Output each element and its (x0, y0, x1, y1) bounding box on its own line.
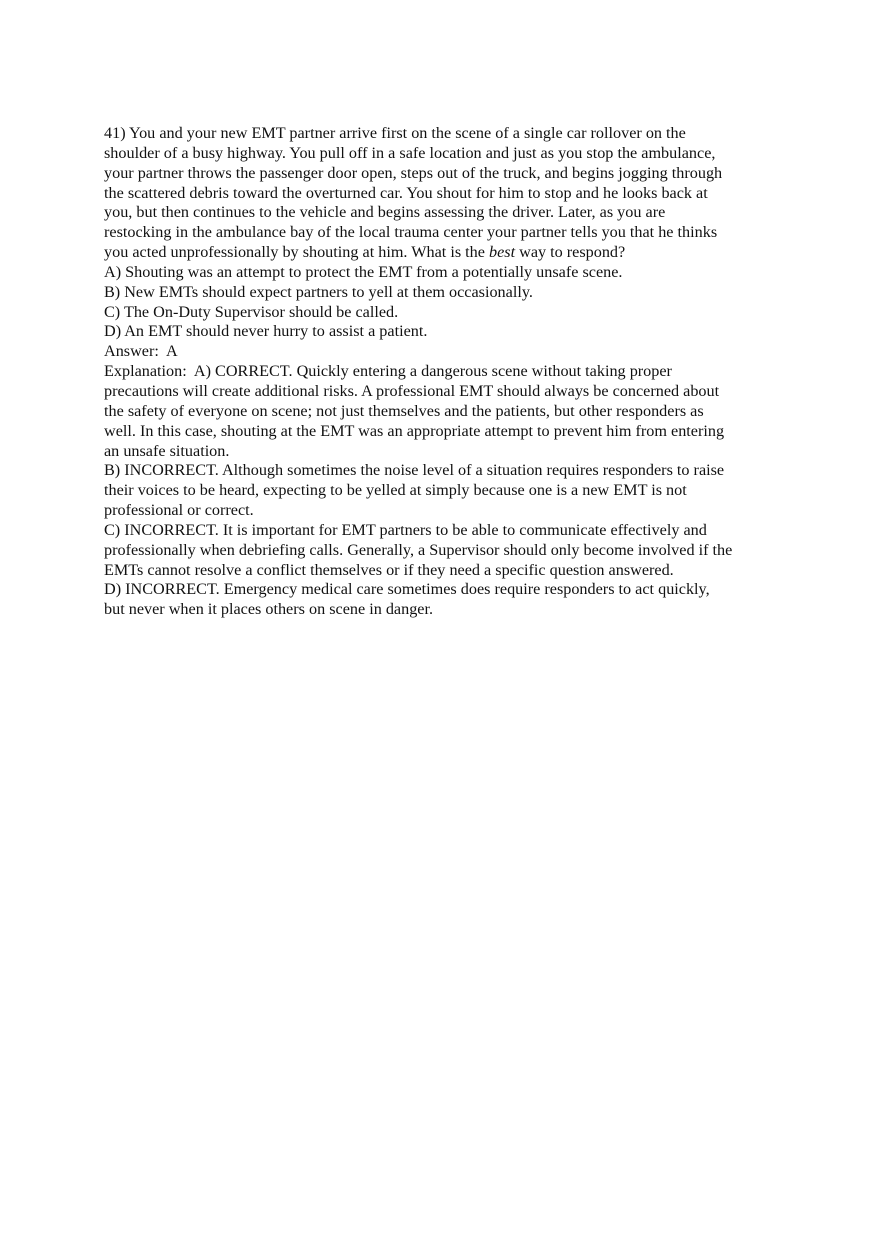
explanation-line: C) INCORRECT. It is important for EMT partners to be able to communicate effectively and (104, 520, 707, 539)
explanation (104, 362, 784, 620)
document-page (104, 124, 784, 620)
explanation-line: but never when it places others on scene in danger. (104, 600, 434, 619)
question-line: shoulder of a busy highway. You pull off in a safe location and just as you stop the ambulance, (104, 143, 716, 162)
answer-key: Answer: A (104, 342, 178, 361)
explanation-line: EMTs cannot resolve a conflict themselves or if they need a specific question answered. (104, 560, 674, 579)
explanation-line: B) INCORRECT. Although sometimes the noise level of a situation requires responders to raise (104, 461, 725, 480)
option-d: D) An EMT should never hurry to assist a patient. (104, 322, 428, 341)
explanation-line: Explanation: A) CORRECT. Quickly entering a dangerous scene without taking proper (104, 362, 672, 381)
question-line-last (104, 243, 784, 263)
option-b: B) New EMTs should expect partners to yell at them occasionally. (104, 282, 533, 301)
question-line: the scattered debris toward the overturned car. You shout for him to stop and he looks back at (104, 183, 708, 202)
explanation-line: well. In this case, shouting at the EMT was an appropriate attempt to prevent him from entering (104, 421, 725, 440)
question-emphasis: best (489, 243, 516, 262)
explanation-line: D) INCORRECT. Emergency medical care sometimes does require responders to act quickly, (104, 580, 710, 599)
question-line: 41) You and your new EMT partner arrive first on the scene of a single car rollover on the (104, 124, 686, 142)
explanation-line: the safety of everyone on scene; not just themselves and the patients, but other responders as (104, 401, 704, 420)
explanation-line: professional or correct. (104, 501, 254, 520)
question-line: restocking in the ambulance bay of the local trauma center your partner tells you that he thinks (104, 223, 718, 242)
question-line: your partner throws the passenger door open, steps out of the truck, and begins jogging through (104, 163, 723, 182)
explanation-line: their voices to be heard, expecting to be yelled at simply because one is a new EMT is not (104, 481, 687, 500)
explanation-line: an unsafe situation. (104, 441, 230, 460)
option-a: A) Shouting was an attempt to protect the EMT from a potentially unsafe scene. (104, 262, 623, 281)
question-line: you, but then continues to the vehicle and begins assessing the driver. Later, as you are (104, 203, 666, 222)
question-text: you acted unprofessionally by shouting at him. What is the (104, 243, 489, 262)
explanation-line: professionally when debriefing calls. Generally, a Supervisor should only become involved if the (104, 540, 733, 559)
question-stem (104, 124, 784, 263)
explanation-line: precautions will create additional risks. A professional EMT should always be concerned about (104, 381, 720, 400)
answer-options (104, 263, 784, 342)
question-text: way to respond? (515, 243, 626, 262)
option-c: C) The On-Duty Supervisor should be called. (104, 302, 399, 321)
